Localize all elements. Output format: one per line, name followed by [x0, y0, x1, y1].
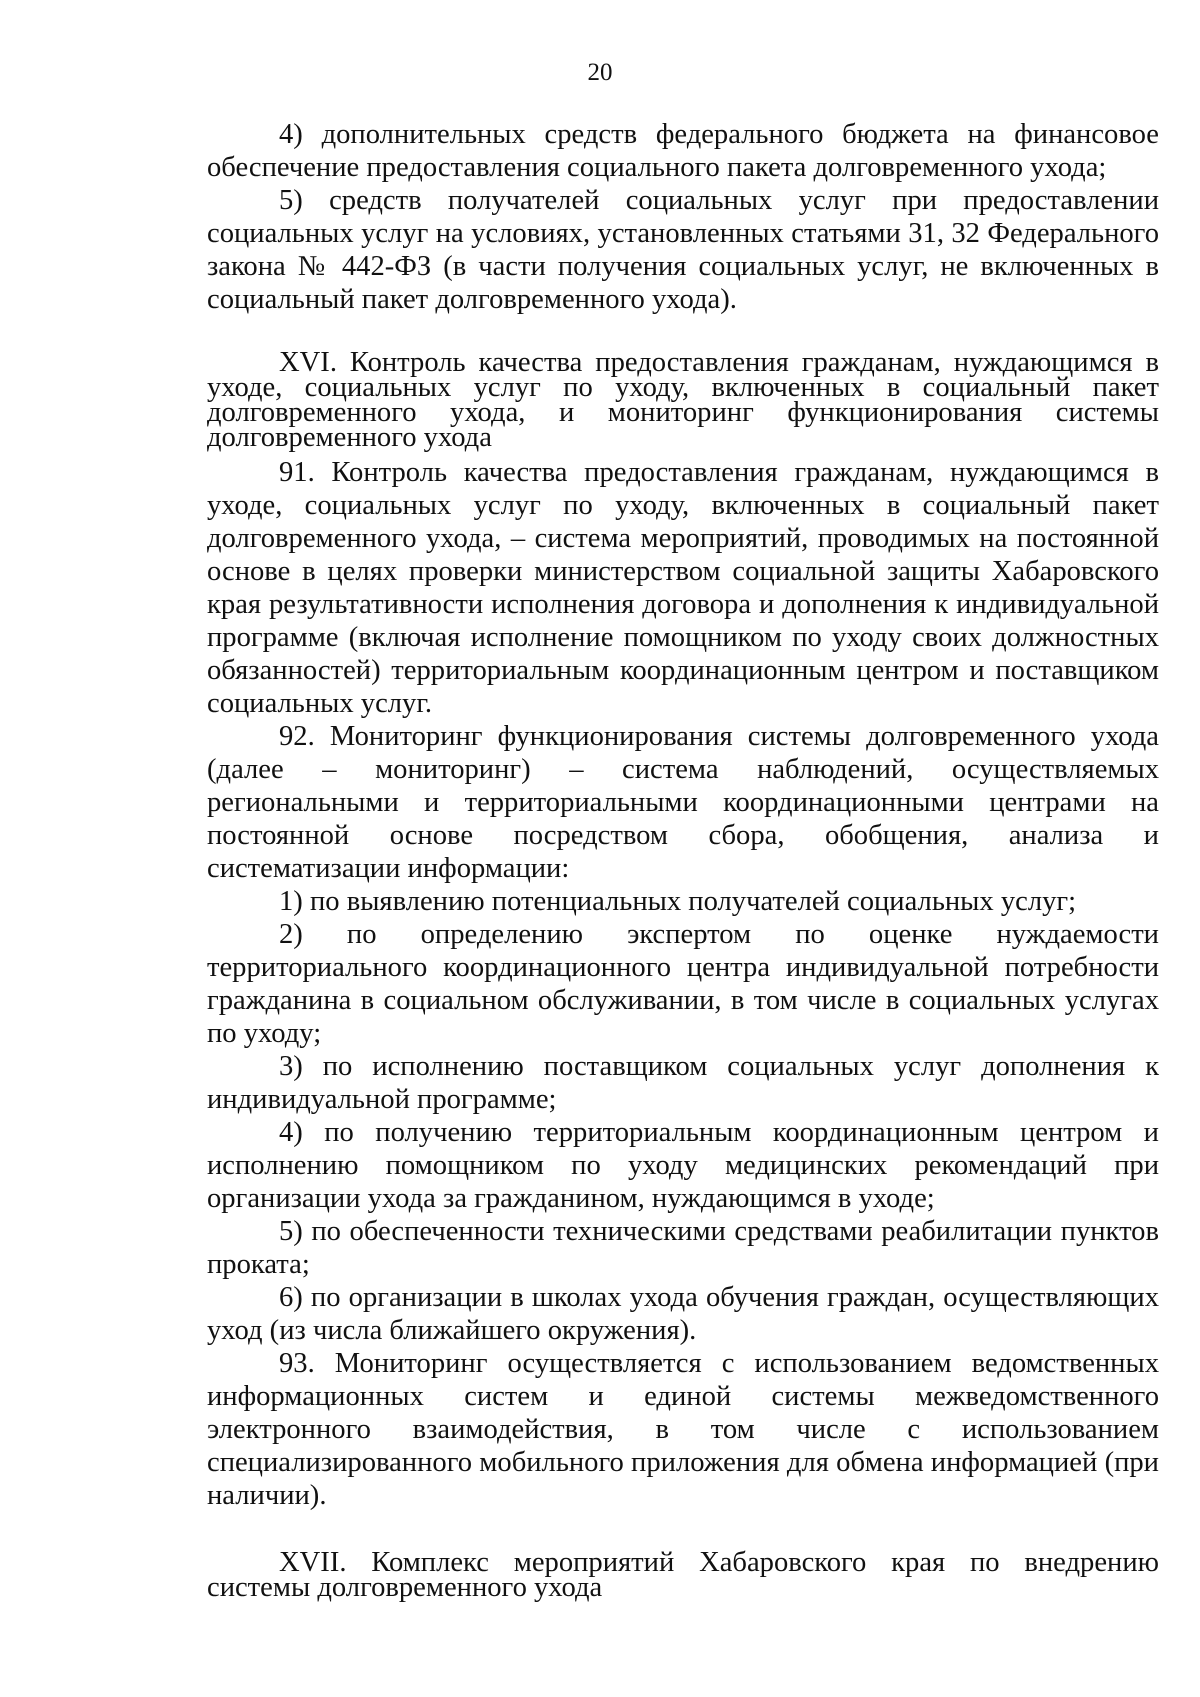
paragraph-item-4-funding: 4) дополнительных средств федерального бюджета на финансовое обеспечение предоставления социального пакета долговременного ухода; [207, 119, 1159, 183]
section-xvii-heading: XVII. Комплекс мероприятий Хабаровского края по внедрению системы долговременного ухода [207, 1547, 1159, 1603]
paragraph-92-item-5: 5) по обеспеченности техническими средствами реабилитации пунктов проката; [207, 1216, 1159, 1280]
paragraph-92-item-1: 1) по выявлению потенциальных получателей социальных услуг; [279, 886, 1077, 917]
paragraph-item-5-funding: 5) средств получателей социальных услуг при предоставлении социальных услуг на условиях, установленных статьями 31, 32 Федерального закона № 442-ФЗ (в части получения социальных услуг, не включенных в социальный пакет долговременного ухода). [207, 185, 1159, 315]
paragraph-92-item-4: 4) по получению территориальным координационным центром и исполнению помощником по уходу медицинских рекомендаций при организации ухода за гражданином, нуждающимся в уходе; [207, 1117, 1159, 1214]
page-number: 20 [587, 59, 613, 86]
paragraph-93: 93. Мониторинг осуществляется с использованием ведомственных информационных систем и единой системы межведомственного электронного взаимодействия, в том числе с использованием специализированного мобильного приложения для обмена информацией (при наличии). [207, 1348, 1159, 1511]
paragraph-92-item-2: 2) по определению экспертом по оценке нуждаемости территориального координационного центра индивидуальной потребности гражданина в социальном обслуживании, в том числе в социальных услугах по уходу; [207, 919, 1159, 1049]
paragraph-92-item-3: 3) по исполнению поставщиком социальных услуг дополнения к индивидуальной программе; [207, 1051, 1159, 1115]
document-body [207, 118, 1159, 1603]
paragraph-91: 91. Контроль качества предоставления гражданам, нуждающимся в уходе, социальных услуг по уходу, включенных в социальный пакет долговременного ухода, – система мероприятий, проводимых на постоянной основе в целях проверки министерством социальной защиты Хабаровского края результативности исполнения договора и дополнения к индивидуальной программе (включая исполнение помощником по уходу своих должностных обязанностей) территориальным координационным центром и поставщиком социальных услуг. [207, 457, 1159, 719]
paragraph-92: 92. Мониторинг функционирования системы долговременного ухода (далее – мониторинг) – система наблюдений, осуществляемых региональными и территориальными координационными центрами на постоянной основе посредством сбора, обобщения, анализа и систематизации информации: [207, 721, 1159, 884]
paragraph-92-item-6: 6) по организации в школах ухода обучения граждан, осуществляющих уход (из числа ближайшего окружения). [207, 1282, 1159, 1346]
section-xvi-heading: XVI. Контроль качества предоставления гражданам, нуждающимся в уходе, социальных услуг по уходу, включенных в социальный пакет долговременного ухода, и мониторинг функционирования системы долговременного ухода [207, 347, 1159, 453]
